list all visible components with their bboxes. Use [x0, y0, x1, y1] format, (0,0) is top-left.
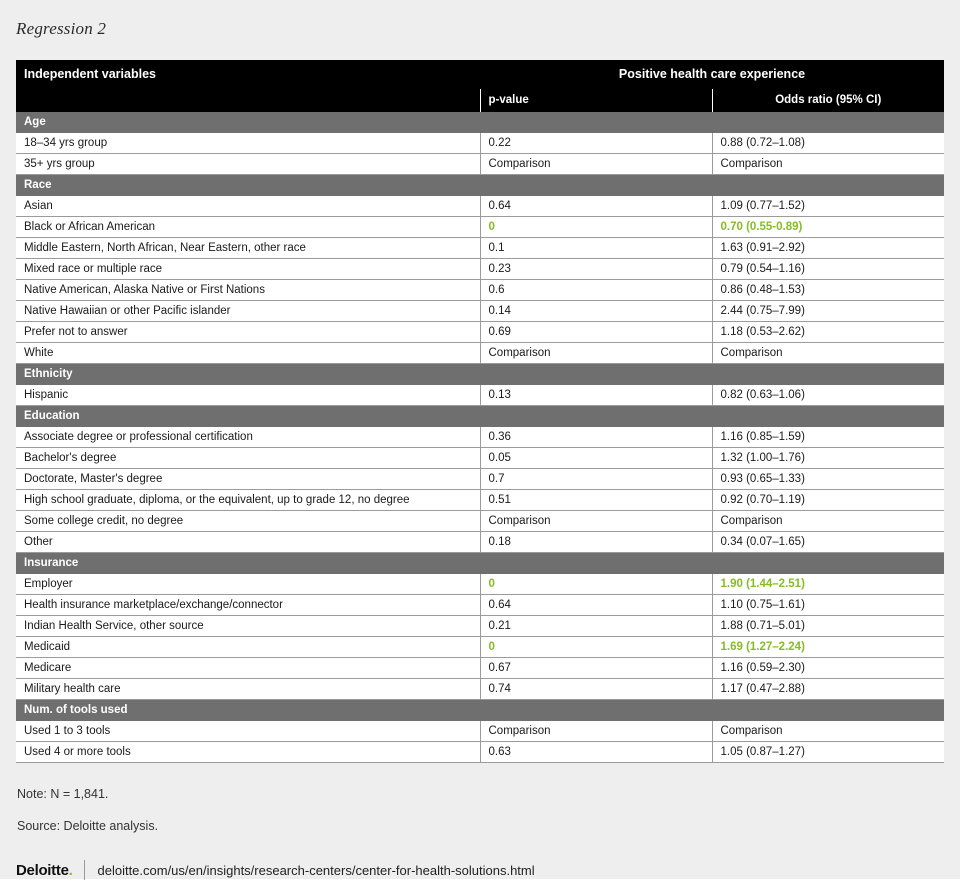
odds-ratio-cell: Comparison	[712, 511, 944, 532]
variable-label: Employer	[16, 574, 480, 595]
deloitte-wordmark: Deloitte	[16, 861, 69, 879]
variable-label: Other	[16, 532, 480, 553]
group-label: Ethnicity	[16, 364, 944, 386]
table-row	[16, 301, 944, 322]
odds-ratio-cell: 0.70 (0.55-0.89)	[712, 217, 944, 238]
table-row	[16, 448, 944, 469]
table-row	[16, 280, 944, 301]
table-row	[16, 511, 944, 532]
group-label: Num. of tools used	[16, 700, 944, 722]
footer	[16, 859, 944, 881]
odds-ratio-cell: 1.63 (0.91–2.92)	[712, 238, 944, 259]
p-value-cell: 0.05	[480, 448, 712, 469]
table-body	[16, 60, 944, 763]
variable-label: Prefer not to answer	[16, 322, 480, 343]
odds-ratio-cell: 1.17 (0.47–2.88)	[712, 679, 944, 700]
table-row	[16, 490, 944, 511]
p-value-cell: 0	[480, 574, 712, 595]
header-odds-ratio: Odds ratio (95% CI)	[712, 89, 944, 112]
regression-table	[16, 60, 944, 763]
table-row	[16, 259, 944, 280]
odds-ratio-cell: 1.16 (0.85–1.59)	[712, 427, 944, 448]
variable-label: Bachelor's degree	[16, 448, 480, 469]
variable-label: 18–34 yrs group	[16, 133, 480, 154]
group-label: Insurance	[16, 553, 944, 575]
odds-ratio-cell: 0.79 (0.54–1.16)	[712, 259, 944, 280]
group-label: Education	[16, 406, 944, 428]
variable-label: Native Hawaiian or other Pacific islander	[16, 301, 480, 322]
p-value-cell: 0.67	[480, 658, 712, 679]
table-row	[16, 469, 944, 490]
odds-ratio-cell: 0.34 (0.07–1.65)	[712, 532, 944, 553]
p-value-cell: 0.7	[480, 469, 712, 490]
p-value-cell: 0.63	[480, 742, 712, 763]
group-label: Race	[16, 175, 944, 197]
odds-ratio-cell: 1.90 (1.44–2.51)	[712, 574, 944, 595]
table-row	[16, 637, 944, 658]
table-group-row	[16, 406, 944, 428]
variable-label: Used 4 or more tools	[16, 742, 480, 763]
variable-label: Used 1 to 3 tools	[16, 721, 480, 742]
table-row	[16, 742, 944, 763]
variable-label: Some college credit, no degree	[16, 511, 480, 532]
table-row	[16, 385, 944, 406]
table-group-row	[16, 364, 944, 386]
table-row	[16, 616, 944, 637]
p-value-cell: 0.1	[480, 238, 712, 259]
table-header-top	[16, 60, 944, 89]
p-value-cell: Comparison	[480, 154, 712, 175]
footer-url[interactable]: deloitte.com/us/en/insights/research-centers/center-for-health-solutions.html	[97, 862, 535, 878]
p-value-cell: 0.74	[480, 679, 712, 700]
table-row	[16, 721, 944, 742]
p-value-cell: 0.36	[480, 427, 712, 448]
table-row	[16, 427, 944, 448]
table-row	[16, 322, 944, 343]
deloitte-dot: .	[68, 861, 73, 879]
p-value-cell: 0.18	[480, 532, 712, 553]
table-note: Note: N = 1,841.	[17, 787, 109, 801]
variable-label: Military health care	[16, 679, 480, 700]
variable-label: Middle Eastern, North African, Near Eastern, other race	[16, 238, 480, 259]
table-row	[16, 196, 944, 217]
table-row	[16, 574, 944, 595]
p-value-cell: 0.22	[480, 133, 712, 154]
odds-ratio-cell: 0.82 (0.63–1.06)	[712, 385, 944, 406]
odds-ratio-cell: 0.92 (0.70–1.19)	[712, 490, 944, 511]
odds-ratio-cell: 1.16 (0.59–2.30)	[712, 658, 944, 679]
p-value-cell: Comparison	[480, 343, 712, 364]
table-group-row	[16, 175, 944, 197]
odds-ratio-cell: 1.32 (1.00–1.76)	[712, 448, 944, 469]
p-value-cell: 0.64	[480, 196, 712, 217]
table-row	[16, 658, 944, 679]
variable-label: Black or African American	[16, 217, 480, 238]
table-row	[16, 679, 944, 700]
variable-label: Doctorate, Master's degree	[16, 469, 480, 490]
odds-ratio-cell: 2.44 (0.75–7.99)	[712, 301, 944, 322]
variable-label: Mixed race or multiple race	[16, 259, 480, 280]
p-value-cell: 0.6	[480, 280, 712, 301]
table-row	[16, 154, 944, 175]
header-spacer	[16, 89, 480, 112]
table-row	[16, 595, 944, 616]
header-outcome: Positive health care experience	[480, 60, 944, 89]
p-value-cell: Comparison	[480, 511, 712, 532]
group-label: Age	[16, 112, 944, 133]
p-value-cell: 0.23	[480, 259, 712, 280]
table-row	[16, 343, 944, 364]
p-value-cell: Comparison	[480, 721, 712, 742]
odds-ratio-cell: Comparison	[712, 343, 944, 364]
p-value-cell: 0	[480, 217, 712, 238]
header-pvalue: p-value	[480, 89, 712, 112]
p-value-cell: 0.21	[480, 616, 712, 637]
p-value-cell: 0.64	[480, 595, 712, 616]
table-row	[16, 238, 944, 259]
table-header-sub	[16, 89, 944, 112]
table-group-row	[16, 700, 944, 722]
table-source: Source: Deloitte analysis.	[17, 819, 159, 833]
variable-label: Indian Health Service, other source	[16, 616, 480, 637]
odds-ratio-cell: 0.86 (0.48–1.53)	[712, 280, 944, 301]
variable-label: Health insurance marketplace/exchange/connector	[16, 595, 480, 616]
page-title: Regression 2	[16, 19, 107, 38]
header-independent-variables: Independent variables	[16, 60, 480, 89]
variable-label: 35+ yrs group	[16, 154, 480, 175]
variable-label: Associate degree or professional certification	[16, 427, 480, 448]
odds-ratio-cell: 1.10 (0.75–1.61)	[712, 595, 944, 616]
odds-ratio-cell: Comparison	[712, 154, 944, 175]
p-value-cell: 0.13	[480, 385, 712, 406]
odds-ratio-cell: 1.69 (1.27–2.24)	[712, 637, 944, 658]
p-value-cell: 0.14	[480, 301, 712, 322]
odds-ratio-cell: Comparison	[712, 721, 944, 742]
p-value-cell: 0.51	[480, 490, 712, 511]
table-row	[16, 217, 944, 238]
odds-ratio-cell: 0.93 (0.65–1.33)	[712, 469, 944, 490]
odds-ratio-cell: 0.88 (0.72–1.08)	[712, 133, 944, 154]
p-value-cell: 0.69	[480, 322, 712, 343]
odds-ratio-cell: 1.88 (0.71–5.01)	[712, 616, 944, 637]
variable-label: Asian	[16, 196, 480, 217]
table-row	[16, 133, 944, 154]
odds-ratio-cell: 1.09 (0.77–1.52)	[712, 196, 944, 217]
table-group-row	[16, 553, 944, 575]
variable-label: Native American, Alaska Native or First Nations	[16, 280, 480, 301]
variable-label: White	[16, 343, 480, 364]
variable-label: High school graduate, diploma, or the equivalent, up to grade 12, no degree	[16, 490, 480, 511]
odds-ratio-cell: 1.18 (0.53–2.62)	[712, 322, 944, 343]
odds-ratio-cell: 1.05 (0.87–1.27)	[712, 742, 944, 763]
variable-label: Hispanic	[16, 385, 480, 406]
variable-label: Medicare	[16, 658, 480, 679]
deloitte-logo	[16, 862, 84, 879]
variable-label: Medicaid	[16, 637, 480, 658]
table-row	[16, 532, 944, 553]
table-group-row	[16, 112, 944, 133]
p-value-cell: 0	[480, 637, 712, 658]
